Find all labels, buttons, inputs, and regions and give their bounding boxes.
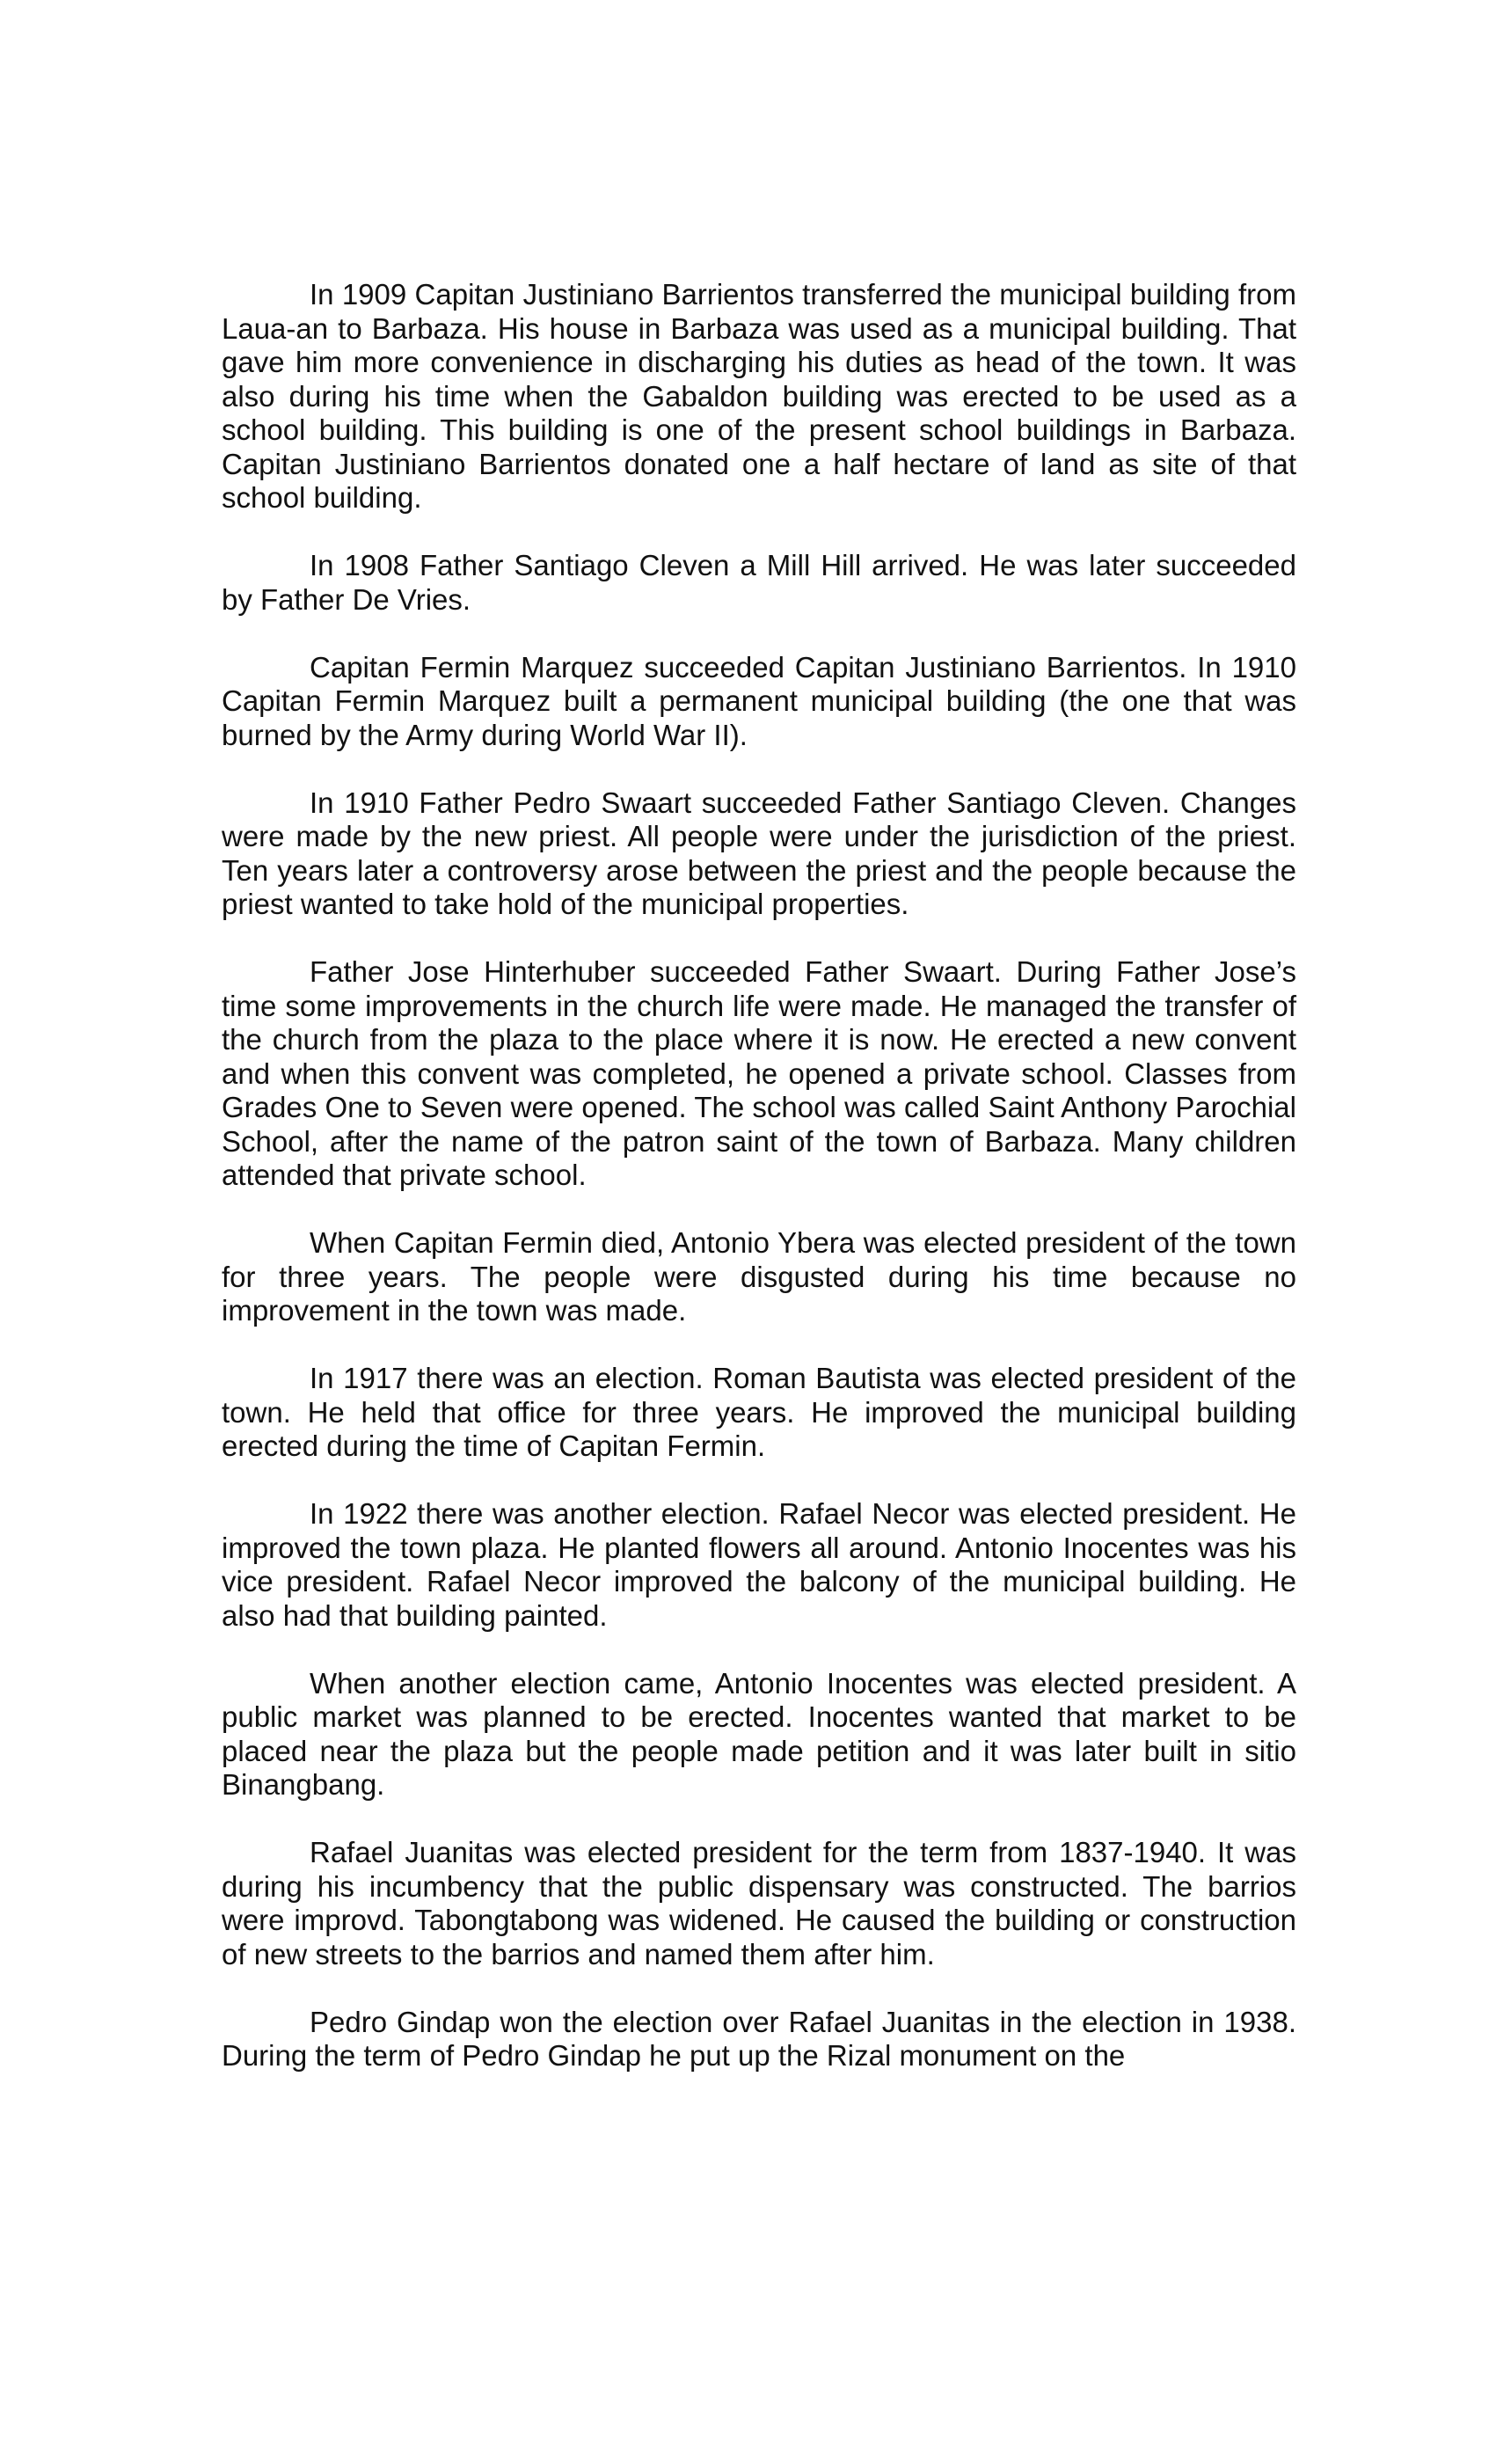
paragraph-father-swaart: In 1910 Father Pedro Swaart succeeded Father Santiago Cleven. Changes were made by the new priest. All people were under the jurisdiction of the priest. Ten years later a controversy arose between the priest and the people because the priest wanted to take hold of the municipal properties. bbox=[222, 786, 1296, 920]
document-body bbox=[222, 278, 1296, 2073]
paragraph-rafael-necor: In 1922 there was another election. Rafael Necor was elected president. He improved the town plaza. He planted flowers all around. Antonio Inocentes was his vice president. Rafael Necor improved the balcony of the municipal building. He also had that building painted. bbox=[222, 1497, 1296, 1632]
paragraph-father-hinterhuber: Father Jose Hinterhuber succeeded Father Swaart. During Father Jose’s time some improvements in the church life were made. He managed the transfer of the church from the plaza to the place where it is now. He erected a new convent and when this convent was completed, he opened a private school. Classes from Grades One to Seven were opened. The school was called Saint Anthony Parochial School, after the name of the patron saint of the town of Barbaza. Many children attended that private school. bbox=[222, 955, 1296, 1191]
paragraph-roman-bautista: In 1917 there was an election. Roman Bautista was elected president of the town. He held that office for three years. He improved the municipal building erected during the time of Capitan Fermin. bbox=[222, 1362, 1296, 1462]
paragraph-antonio-ybera: When Capitan Fermin died, Antonio Ybera was elected president of the town for three years. The people were disgusted during his time because no improvement in the town was made. bbox=[222, 1226, 1296, 1327]
paragraph-pedro-gindap: Pedro Gindap won the election over Rafael Juanitas in the election in 1938. During the term of Pedro Gindap he put up the Rizal monument on the bbox=[222, 2005, 1296, 2072]
paragraph-fermin-marquez: Capitan Fermin Marquez succeeded Capitan Justiniano Barrientos. In 1910 Capitan Fermin Marquez built a permanent municipal building (the one that was burned by the Army during World War II). bbox=[222, 650, 1296, 751]
paragraph-barrientos-municipal-building: In 1909 Capitan Justiniano Barrientos transferred the municipal building from Laua-an to Barbaza. His house in Barbaza was used as a municipal building. That gave him more convenience in discharging his duties as head of the town. It was also during his time when the Gabaldon building was erected to be used as a school building. This building is one of the present school buildings in Barbaza. Capitan Justiniano Barrientos donated one a half hectare of land as site of that school building. bbox=[222, 278, 1296, 514]
paragraph-rafael-juanitas: Rafael Juanitas was elected president for the term from 1837-1940. It was during his incumbency that the public dispensary was constructed. The barrios were improvd. Tabongtabong was widened. He caused the building or construction of new streets to the barrios and named them after him. bbox=[222, 1836, 1296, 1970]
paragraph-antonio-inocentes: When another election came, Antonio Inocentes was elected president. A public market was planned to be erected. Inocentes wanted that market to be placed near the plaza but the people made petition and it was later built in sitio Binangbang. bbox=[222, 1666, 1296, 1801]
paragraph-father-cleven: In 1908 Father Santiago Cleven a Mill Hill arrived. He was later succeeded by Father De Vries. bbox=[222, 549, 1296, 616]
